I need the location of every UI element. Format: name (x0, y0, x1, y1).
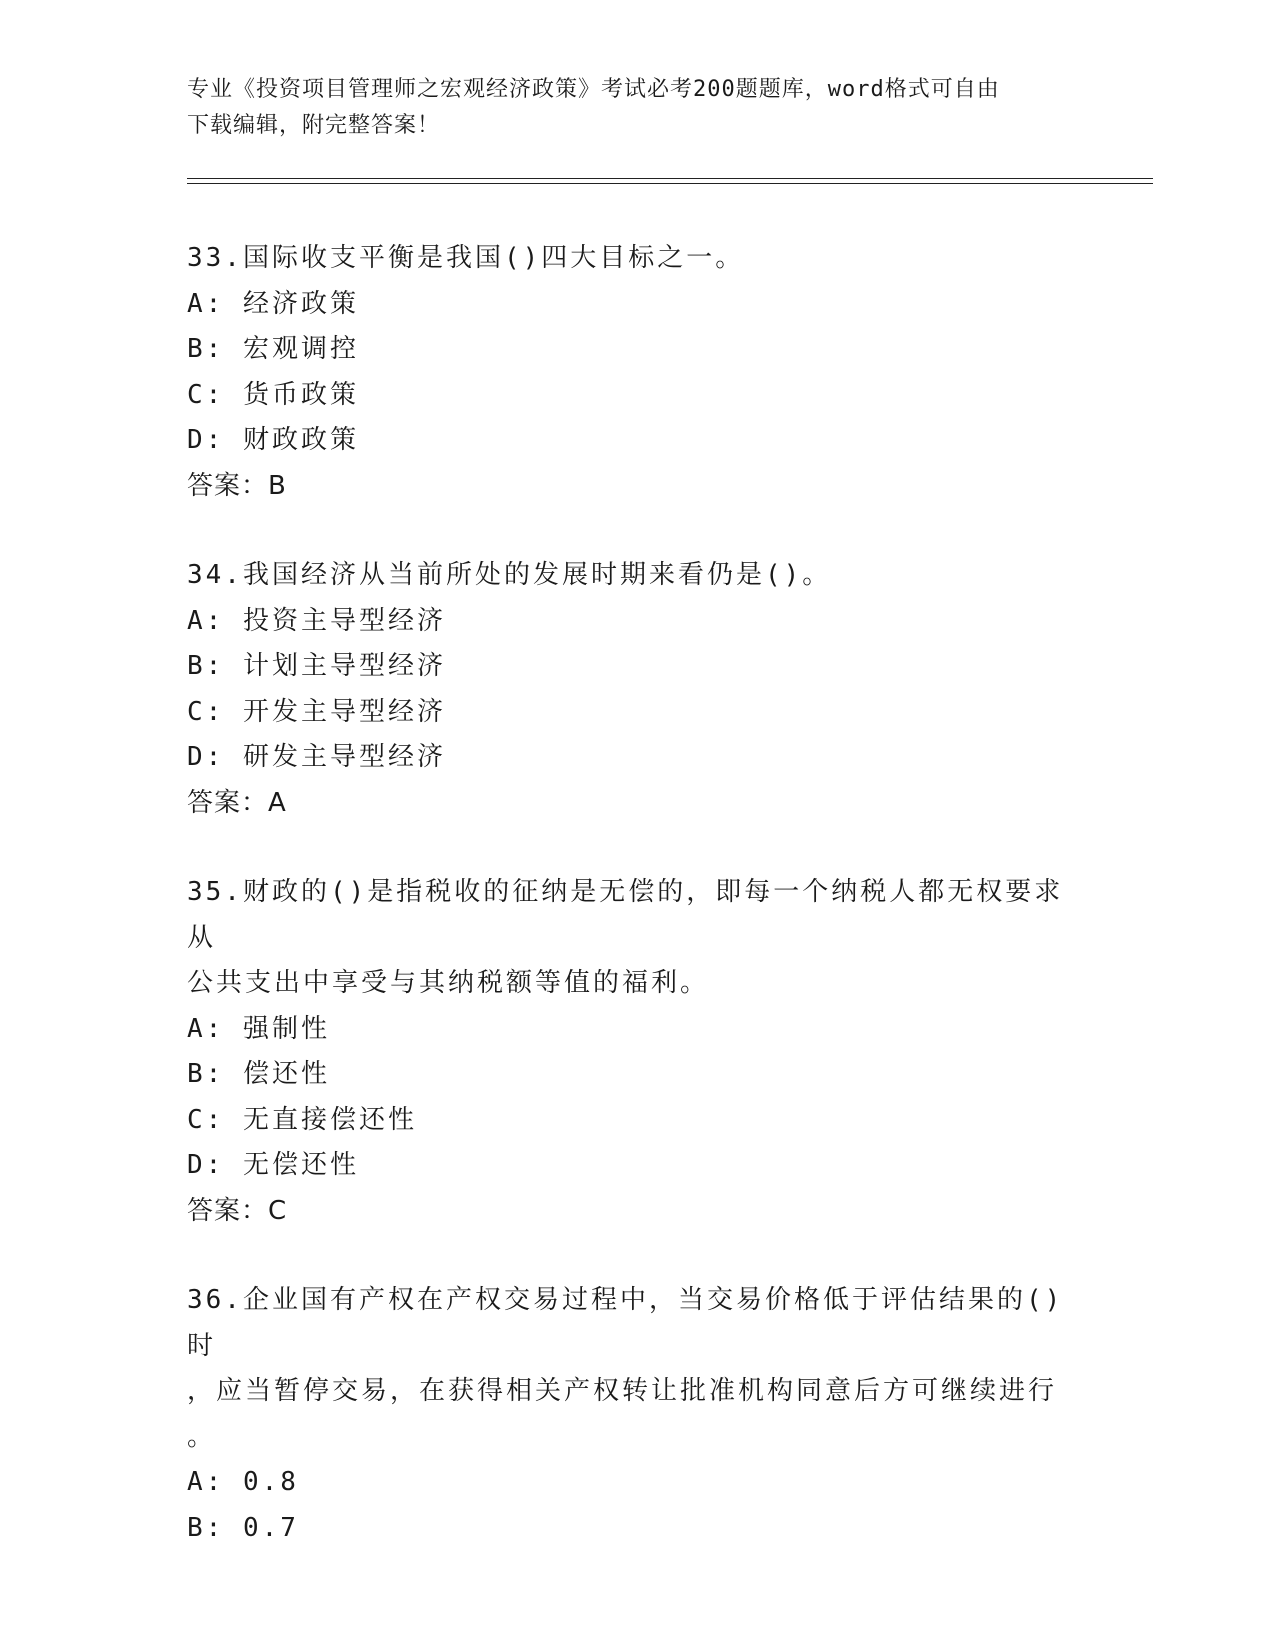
question-list (187, 236, 1087, 1551)
option-a: A: 0.8 (187, 1467, 299, 1497)
question-stem: 33.国际收支平衡是我国()四大目标之一。 (187, 243, 745, 273)
option-b: B: 偿还性 (187, 1059, 330, 1089)
question-33 (187, 236, 1087, 509)
question-stem-line-2: 公共支出中享受与其纳税额等值的福利。 (187, 968, 710, 998)
document-header (187, 72, 1067, 144)
option-a: A: 强制性 (187, 1013, 330, 1044)
question-35 (187, 870, 1087, 1234)
header-line-1: 专业《投资项目管理师之宏观经济政策》考试必考200题题库，word格式可自由 (187, 77, 1000, 102)
answer: 答案：B (187, 470, 287, 501)
header-line-2: 下载编辑，附完整答案！ (187, 113, 441, 138)
option-a: A: 投资主导型经济 (187, 605, 446, 636)
question-stem-line-3: 。 (187, 1421, 217, 1452)
question-stem: 34.我国经济从当前所处的发展时期来看仍是()。 (187, 560, 832, 590)
question-stem-line-2: ，应当暂停交易，在获得相关产权转让批准机构同意后方可继续进行 (187, 1376, 1058, 1406)
option-d: D: 研发主导型经济 (187, 742, 446, 772)
question-36 (187, 1278, 1087, 1551)
option-b: B: 宏观调控 (187, 334, 359, 364)
option-c: C: 无直接偿还性 (187, 1104, 417, 1135)
question-stem-line-1: 36.企业国有产权在产权交易过程中，当交易价格低于评估结果的()时 (187, 1285, 1064, 1361)
option-b: B: 0.7 (187, 1512, 299, 1543)
option-d: D: 财政政策 (187, 425, 359, 455)
option-d: D: 无偿还性 (187, 1150, 359, 1180)
header-divider-bottom (187, 183, 1153, 184)
answer: 答案：C (187, 1195, 288, 1226)
question-stem-line-1: 35.财政的()是指税收的征纳是无偿的，即每一个纳税人都无权要求从 (187, 877, 1064, 953)
option-a: A: 经济政策 (187, 288, 359, 319)
option-b: B: 计划主导型经济 (187, 651, 446, 681)
option-c: C: 开发主导型经济 (187, 696, 446, 727)
answer: 答案：A (187, 787, 287, 818)
header-divider-top (187, 178, 1153, 179)
option-c: C: 货币政策 (187, 379, 359, 410)
question-34 (187, 553, 1087, 826)
